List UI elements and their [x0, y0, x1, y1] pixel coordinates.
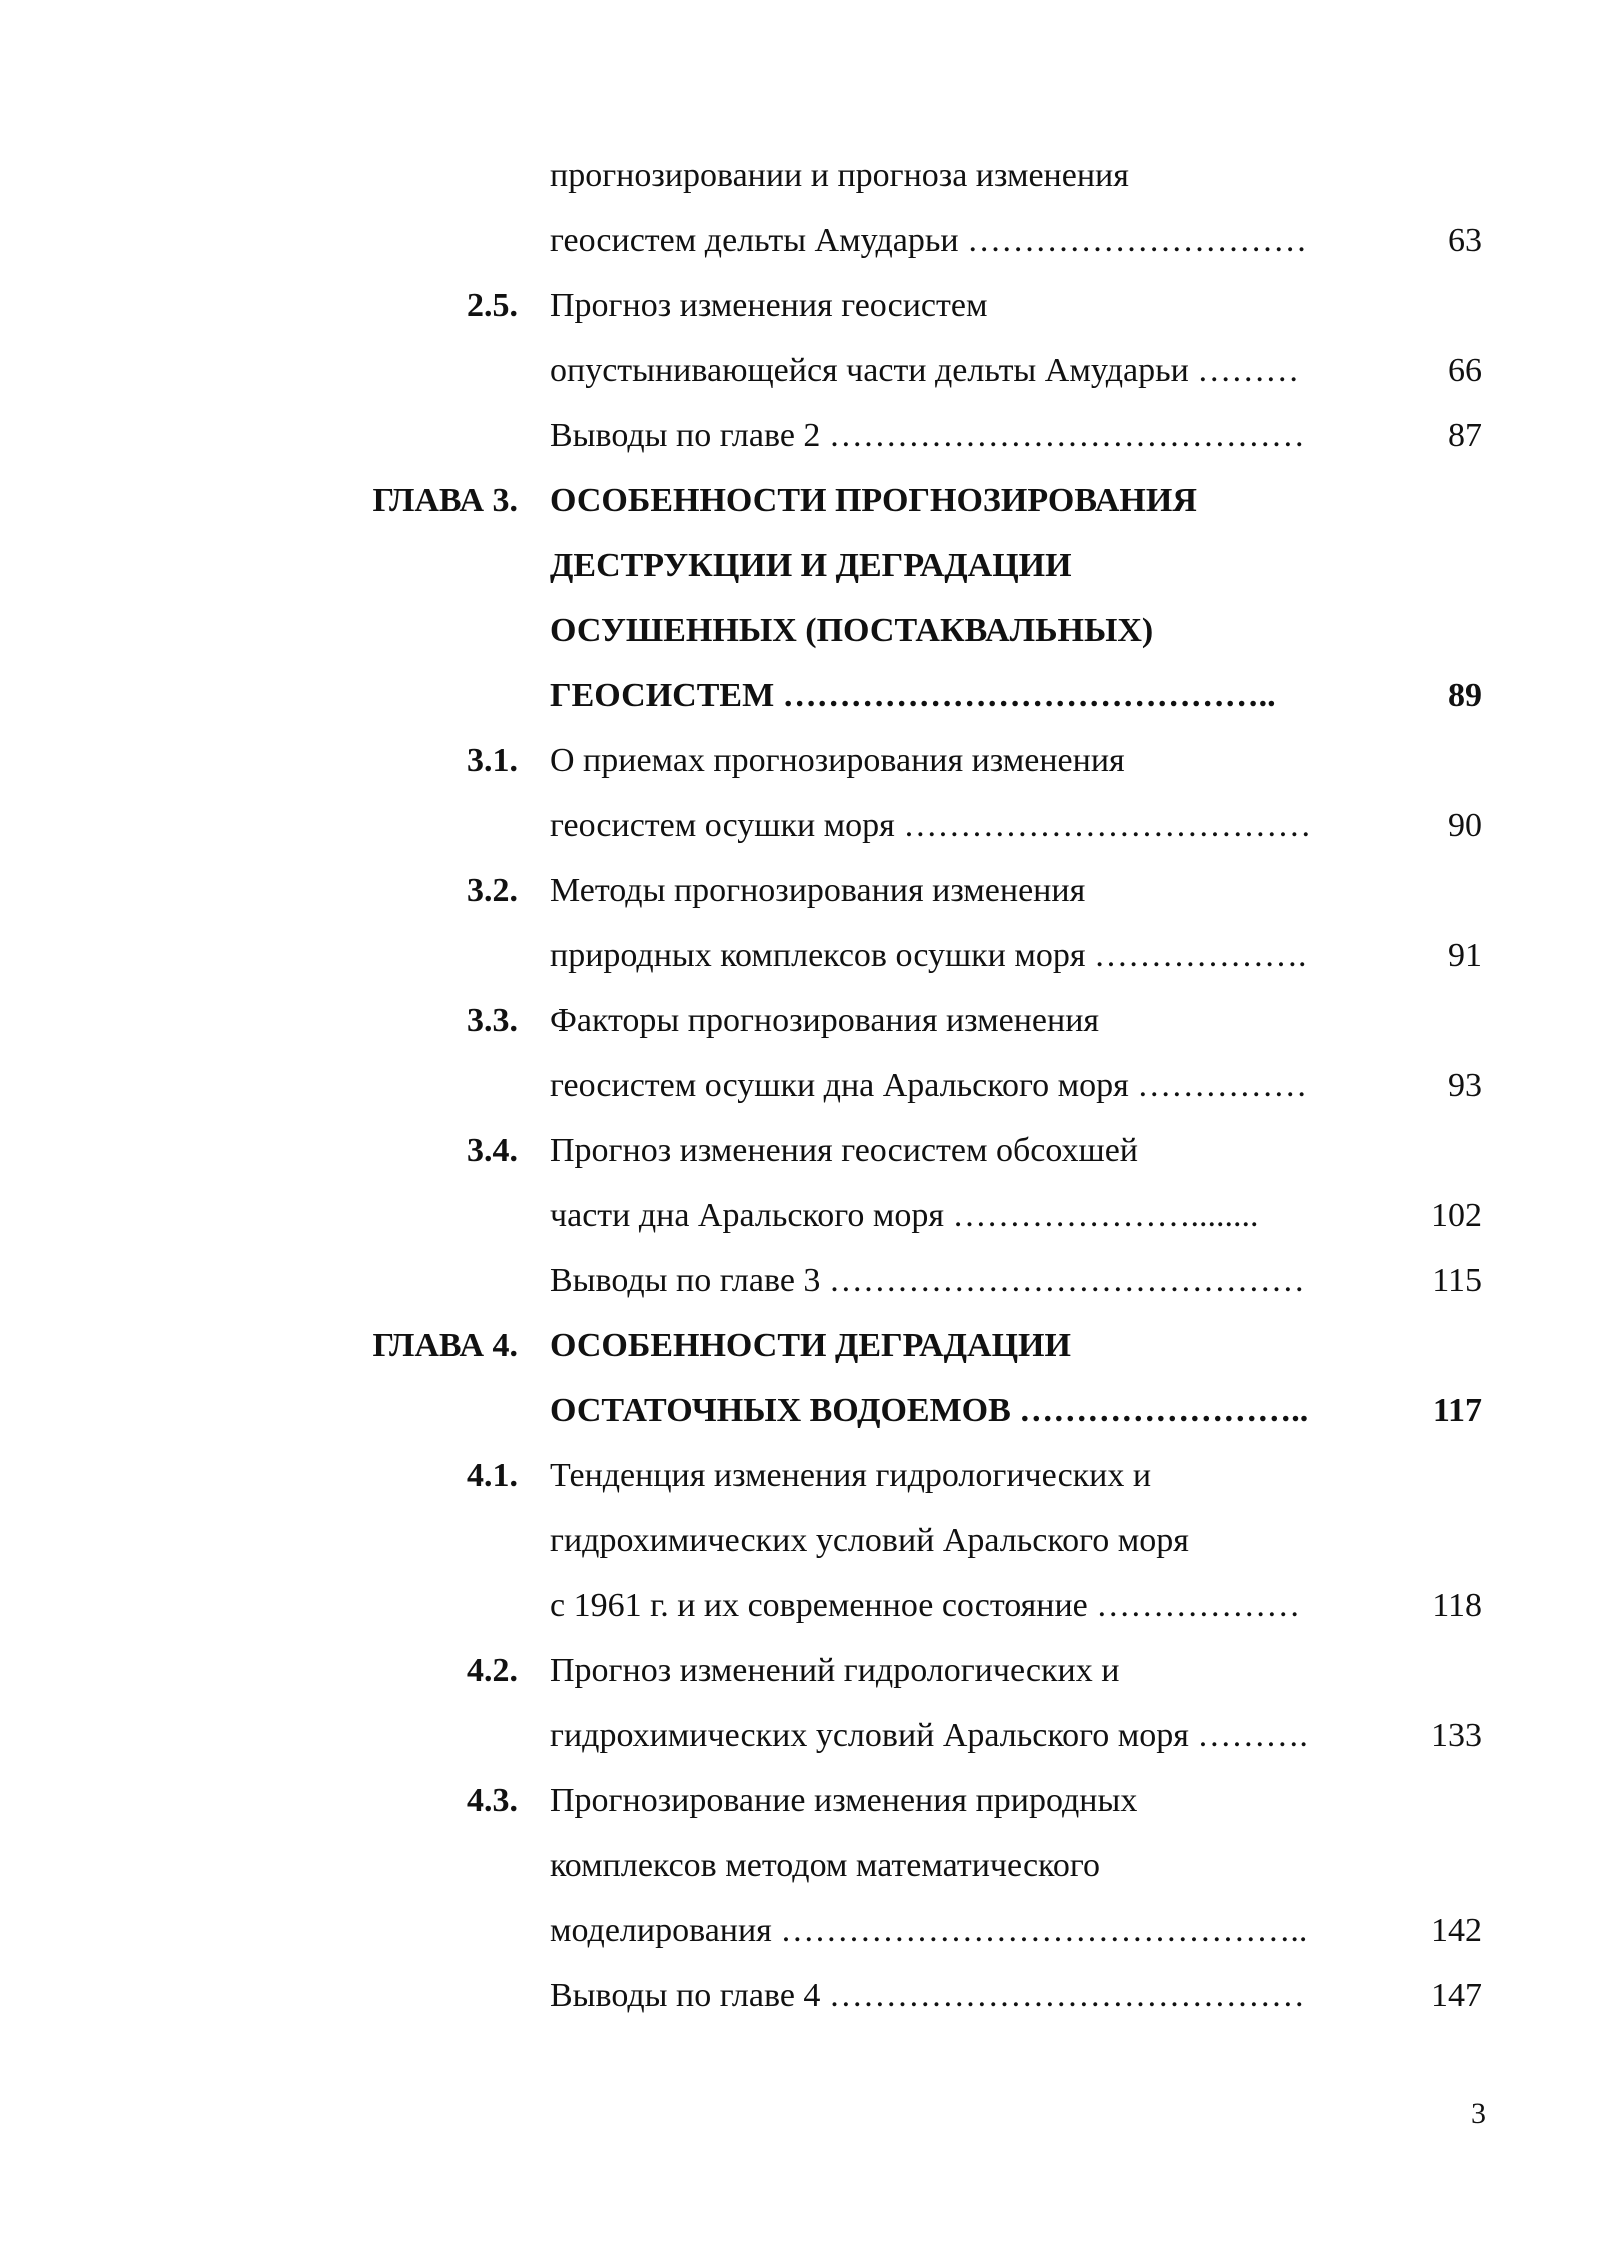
- toc-page-number: 93: [1448, 1067, 1482, 1104]
- toc-entry: [0, 601, 1600, 661]
- toc-entry: [0, 1836, 1600, 1896]
- toc-entry: [0, 1121, 1600, 1181]
- toc-page-number: 117: [1432, 1392, 1482, 1429]
- toc-entry: [0, 1446, 1600, 1506]
- toc-section-number: 3.4.: [467, 1132, 518, 1169]
- toc-entry: [0, 471, 1600, 531]
- toc-entry-title: Факторы прогнозирования изменения: [550, 1002, 1100, 1039]
- toc-entry: [0, 991, 1600, 1051]
- toc-entry-title: геосистем осушки дна Аральского моря ……………: [550, 1067, 1308, 1104]
- toc-entry: [0, 1771, 1600, 1831]
- toc-entry-title: ГЕОСИСТЕМ ……………………………………..: [550, 677, 1276, 714]
- toc-entry-title: природных комплексов осушки моря ……………….: [550, 937, 1307, 974]
- toc-page-number: 66: [1448, 352, 1482, 389]
- toc-entry: [0, 1511, 1600, 1571]
- toc-entry-title: Тенденция изменения гидрологических и: [550, 1457, 1152, 1494]
- toc-page-number: 147: [1431, 1977, 1482, 2014]
- toc-section-number: 2.5.: [467, 287, 518, 324]
- toc-entry-title: ОСОБЕННОСТИ ДЕГРАДАЦИИ: [550, 1327, 1071, 1364]
- toc-page-number: 89: [1448, 677, 1482, 714]
- toc-entry: [0, 731, 1600, 791]
- toc-section-number: 3.3.: [467, 1002, 518, 1039]
- toc-entry: [0, 1186, 1600, 1246]
- toc-section-number: 3.1.: [467, 742, 518, 779]
- page-number: 3: [1471, 2097, 1486, 2130]
- toc-section-number: 3.2.: [467, 872, 518, 909]
- toc-entry: [0, 406, 1600, 466]
- toc-entry: [0, 1056, 1600, 1116]
- toc-entry: [0, 536, 1600, 596]
- toc-page-number: 142: [1431, 1912, 1482, 1949]
- toc-entry-title: гидрохимических условий Аральского моря ……….: [550, 1717, 1308, 1754]
- toc-section-number: 4.2.: [467, 1652, 518, 1689]
- toc-page-number: 91: [1448, 937, 1482, 974]
- toc-entry-title: опустынивающейся части дельты Амударьи ………: [550, 352, 1300, 389]
- toc-entry: [0, 1901, 1600, 1961]
- toc-entry: [0, 1316, 1600, 1376]
- toc-entry: [0, 341, 1600, 401]
- toc-entry: [0, 861, 1600, 921]
- toc-section-number: 4.3.: [467, 1782, 518, 1819]
- toc-entry-title: гидрохимических условий Аральского моря: [550, 1522, 1189, 1559]
- toc-entry-title: комплексов методом математического: [550, 1847, 1100, 1884]
- toc-entry-title: Прогноз изменения геосистем: [550, 287, 988, 324]
- toc-entry: [0, 1576, 1600, 1636]
- toc-entry: [0, 146, 1600, 206]
- toc-entry-title: О приемах прогнозирования изменения: [550, 742, 1125, 779]
- toc-entry: [0, 1706, 1600, 1766]
- toc-page-number: 63: [1448, 222, 1482, 259]
- toc-page-number: 90: [1448, 807, 1482, 844]
- toc-entry-title: ДЕСТРУКЦИИ И ДЕГРАДАЦИИ: [550, 547, 1072, 584]
- toc-page-number: 102: [1431, 1197, 1482, 1234]
- toc-section-number: ГЛАВА 4.: [372, 1327, 518, 1364]
- toc-entry: [0, 1641, 1600, 1701]
- toc-entry-title: Прогнозирование изменения природных: [550, 1782, 1138, 1819]
- toc-entry-title: Выводы по главе 4 ……………………………………: [550, 1977, 1305, 2014]
- toc-entry-title: ОСОБЕННОСТИ ПРОГНОЗИРОВАНИЯ: [550, 482, 1197, 519]
- toc-entry-title: моделирования ………………………………………..: [550, 1912, 1308, 1949]
- toc-entry-title: геосистем осушки моря ………………………………: [550, 807, 1312, 844]
- toc-entry: [0, 1966, 1600, 2026]
- toc-entry-title: Методы прогнозирования изменения: [550, 872, 1086, 909]
- toc-entry: [0, 211, 1600, 271]
- toc-entry-title: части дна Аральского моря …………………........: [550, 1197, 1259, 1234]
- toc-section-number: 4.1.: [467, 1457, 518, 1494]
- toc-entry: [0, 1251, 1600, 1311]
- toc-entry-title: прогнозировании и прогноза изменения: [550, 157, 1129, 194]
- toc-entry-title: Выводы по главе 2 ……………………………………: [550, 417, 1305, 454]
- toc-entry-title: с 1961 г. и их современное состояние ………………: [550, 1587, 1301, 1624]
- toc-page-number: 87: [1448, 417, 1482, 454]
- toc-entry-title: ОСУШЕННЫХ (ПОСТАКВАЛЬНЫХ): [550, 612, 1154, 649]
- toc-page-number: 118: [1432, 1587, 1482, 1624]
- toc-page-number: 115: [1432, 1262, 1482, 1299]
- toc-entry-title: ОСТАТОЧНЫХ ВОДОЕМОВ ……………………..: [550, 1392, 1309, 1429]
- toc-page-number: 133: [1431, 1717, 1482, 1754]
- toc-entry-title: Прогноз изменений гидрологических и: [550, 1652, 1120, 1689]
- toc-entry: [0, 276, 1600, 336]
- toc-entry-title: Выводы по главе 3 ……………………………………: [550, 1262, 1305, 1299]
- toc-entry: [0, 926, 1600, 986]
- toc-section-number: ГЛАВА 3.: [372, 482, 518, 519]
- toc-entry-title: геосистем дельты Амударьи …………………………: [550, 222, 1308, 259]
- toc-entry: [0, 1381, 1600, 1441]
- toc-entry-title: Прогноз изменения геосистем обсохшей: [550, 1132, 1138, 1169]
- toc-entry: [0, 796, 1600, 856]
- toc-entry: [0, 666, 1600, 726]
